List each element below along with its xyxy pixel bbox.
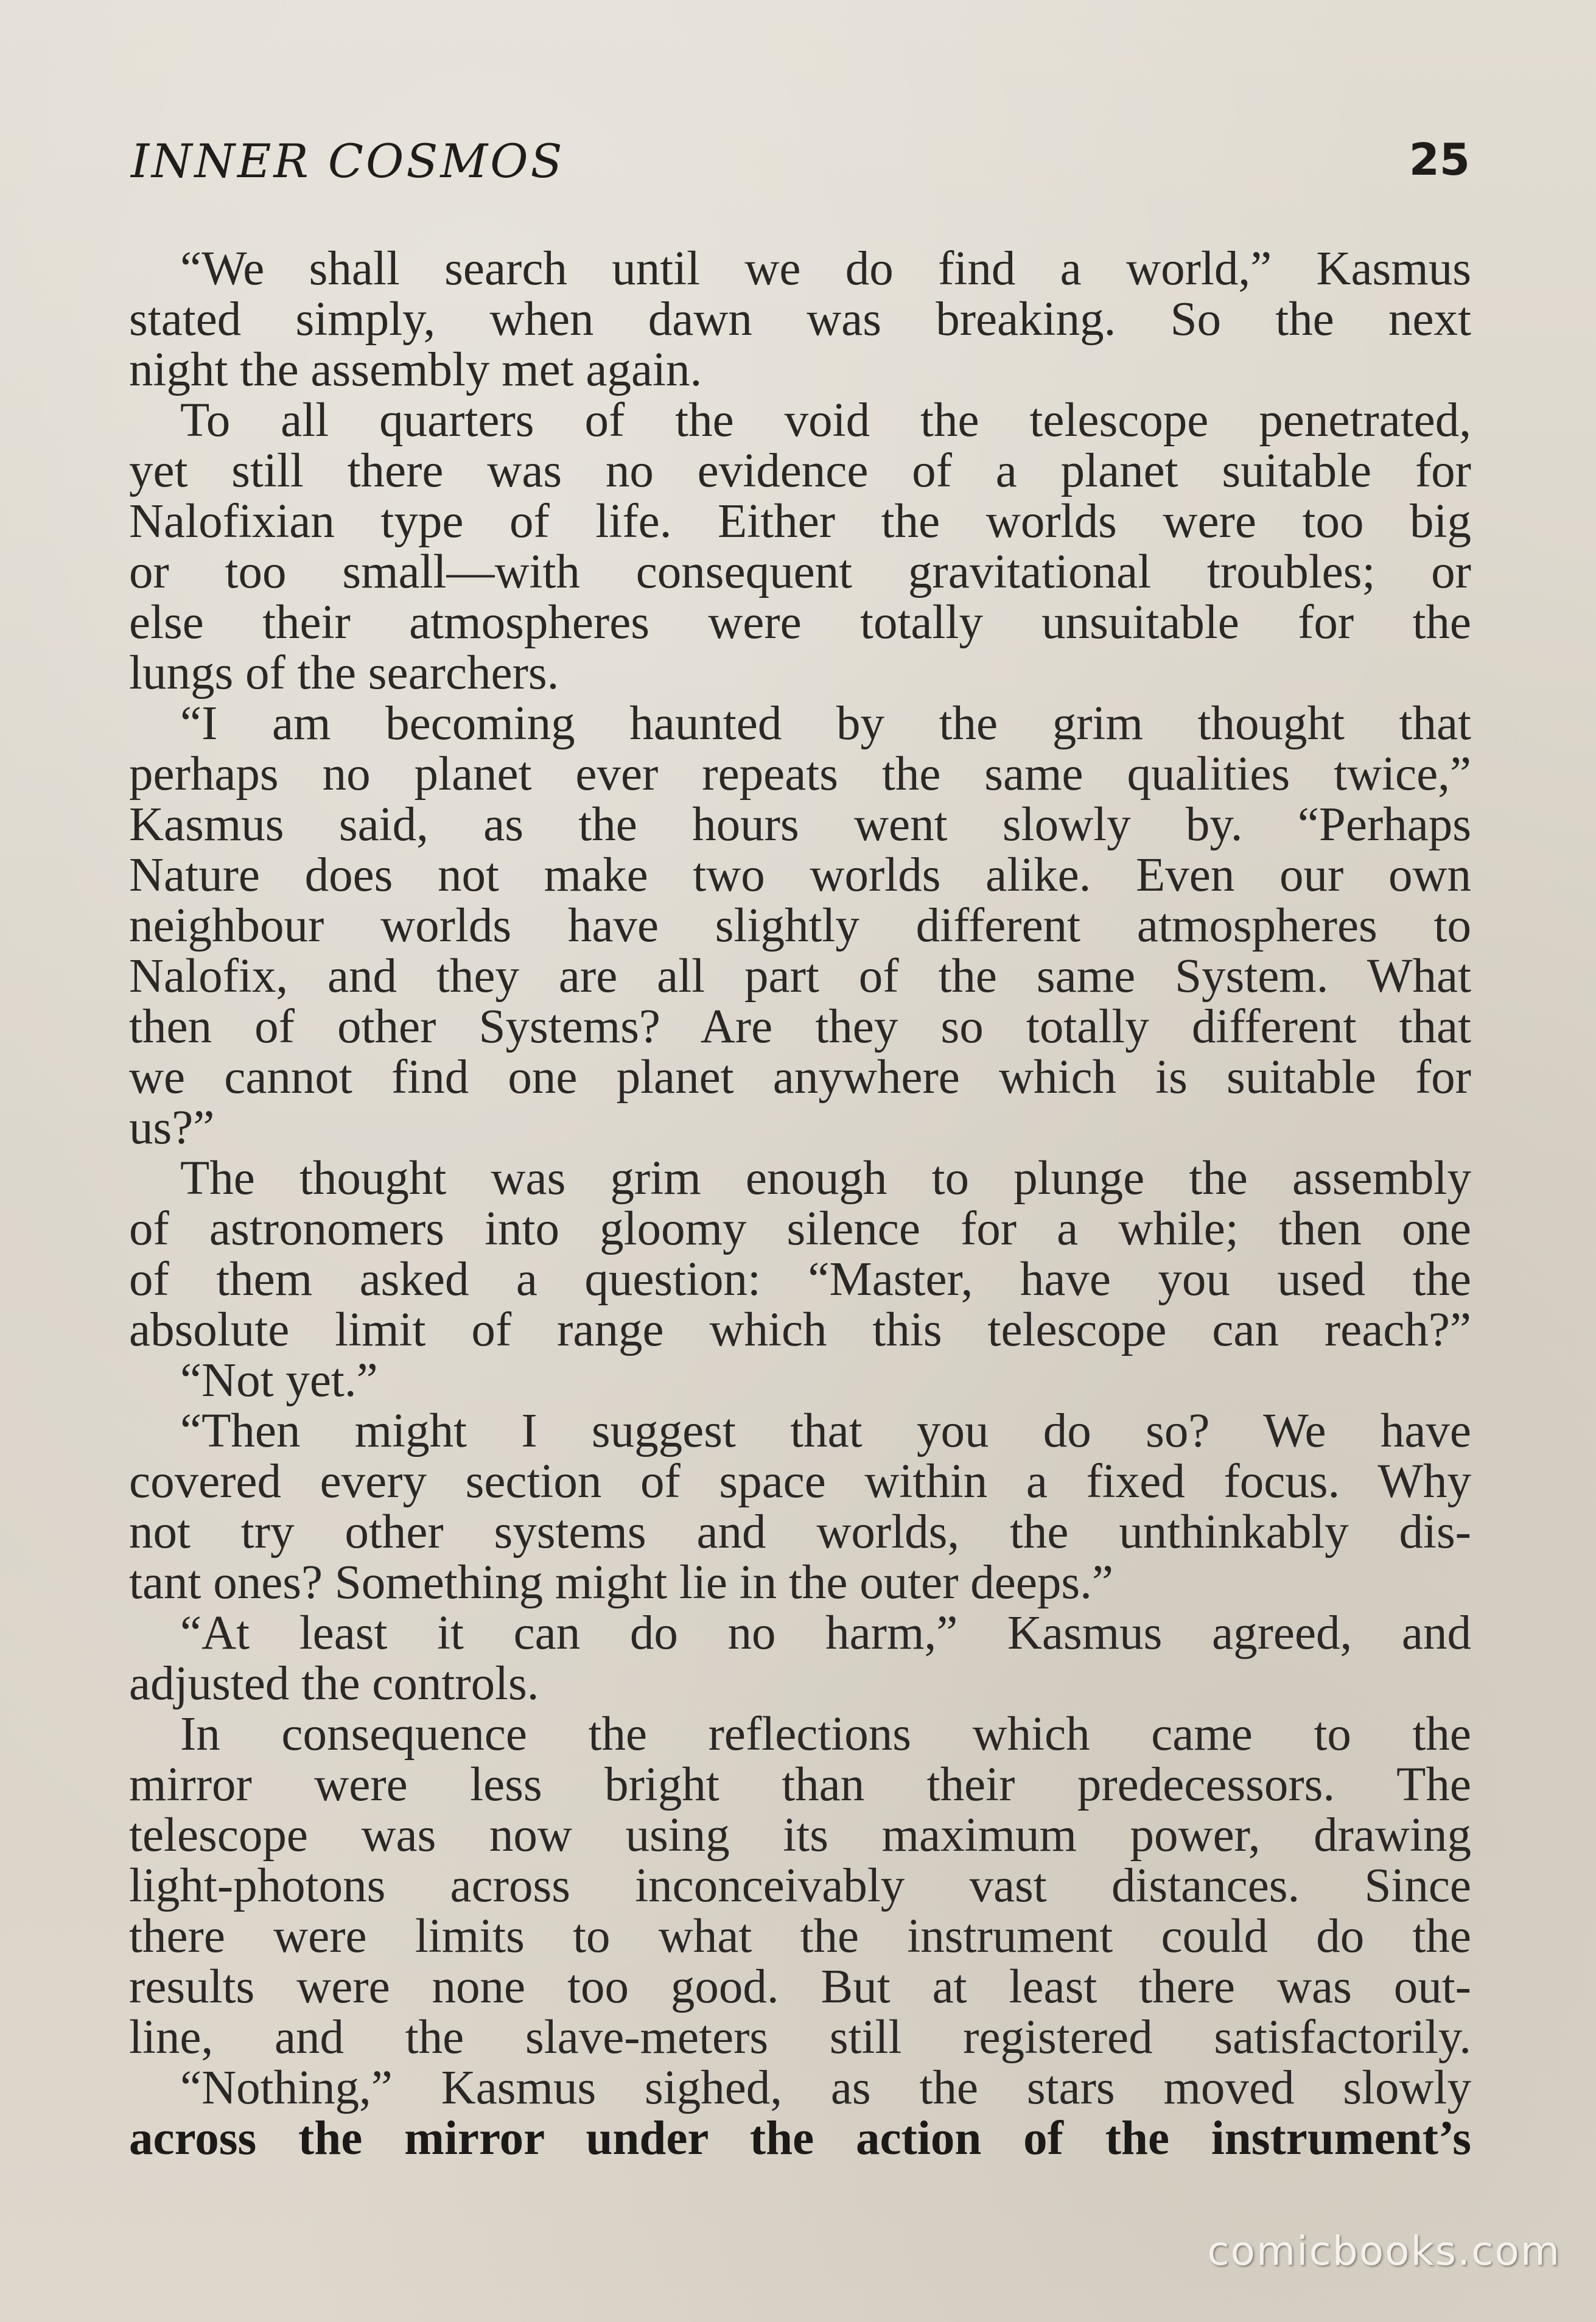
text-line: In consequence the reflections which came to the [180,1708,1471,1761]
text-line: or too small—with consequent gravitational troubles; or [129,545,1471,598]
text-line: Kasmus said, as the hours went slowly by. “Perhaps [129,798,1471,851]
text-line: mirror were less bright than their predecessors. The [129,1758,1471,1811]
text-line: us?” [129,1101,215,1154]
text-line: lungs of the searchers. [129,647,559,700]
text-line: “Not yet.” [180,1354,378,1407]
text-line: “We shall search until we do find a world,” Kasmus [180,242,1471,295]
text-line: Nature does not make two worlds alike. Even our own [129,849,1471,902]
text-line: line, and the slave-meters still registered satisfactorily. [129,2011,1471,2064]
text-line: light-photons across inconceivably vast distances. Since [129,1859,1471,1912]
text-line: not try other systems and worlds, the unthinkably dis- [129,1506,1471,1559]
text-line: of astronomers into gloomy silence for a while; then one [129,1202,1471,1255]
text-line: absolute limit of range which this telescope can reach?” [129,1303,1471,1356]
text-line: Nalofixian type of life. Either the worlds were too big [129,495,1471,548]
page-number: 25 [1409,134,1470,185]
text-line: covered every section of space within a fixed focus. Why [129,1455,1471,1508]
body-text [129,244,1471,2164]
text-line: results were none too good. But at least there was out- [129,1960,1471,2013]
text-line: of them asked a question: “Master, have you used the [129,1253,1471,1306]
text-line: across the mirror under the action of the instrument’s [129,2112,1471,2165]
text-line: Nalofix, and they are all part of the same System. What [129,950,1471,1003]
text-line: “Then might I suggest that you do so? We have [180,1405,1471,1457]
text-line: there were limits to what the instrument could do the [129,1910,1471,1963]
running-title: INNER COSMOS [131,134,565,188]
text-line: we cannot find one planet anywhere which is suitable for [129,1051,1471,1104]
text-line: telescope was now using its maximum power, drawing [129,1809,1471,1862]
text-line: yet still there was no evidence of a planet suitable for [129,444,1471,497]
text-line: To all quarters of the void the telescope penetrated, [180,394,1471,447]
text-line: then of other Systems? Are they so totally different that [129,1000,1471,1053]
text-line: perhaps no planet ever repeats the same qualities twice,” [129,748,1471,801]
text-line: adjusted the controls. [129,1657,539,1710]
text-line: The thought was grim enough to plunge the assembly [180,1152,1471,1205]
text-line: “Nothing,” Kasmus sighed, as the stars moved slowly [180,2061,1471,2114]
text-line: else their atmospheres were totally unsuitable for the [129,596,1471,649]
text-line: “At least it can do no harm,” Kasmus agreed, and [180,1607,1471,1660]
page-header [131,134,1470,201]
watermark: comicbooks.com [1207,2228,1561,2275]
text-line: tant ones? Something might lie in the outer deeps.” [129,1556,1113,1609]
text-line: “I am becoming haunted by the grim thought that [180,697,1471,750]
text-line: neighbour worlds have slightly different atmospheres to [129,899,1471,952]
text-line: night the assembly met again. [129,343,702,396]
text-line: stated simply, when dawn was breaking. So the next [129,293,1471,346]
